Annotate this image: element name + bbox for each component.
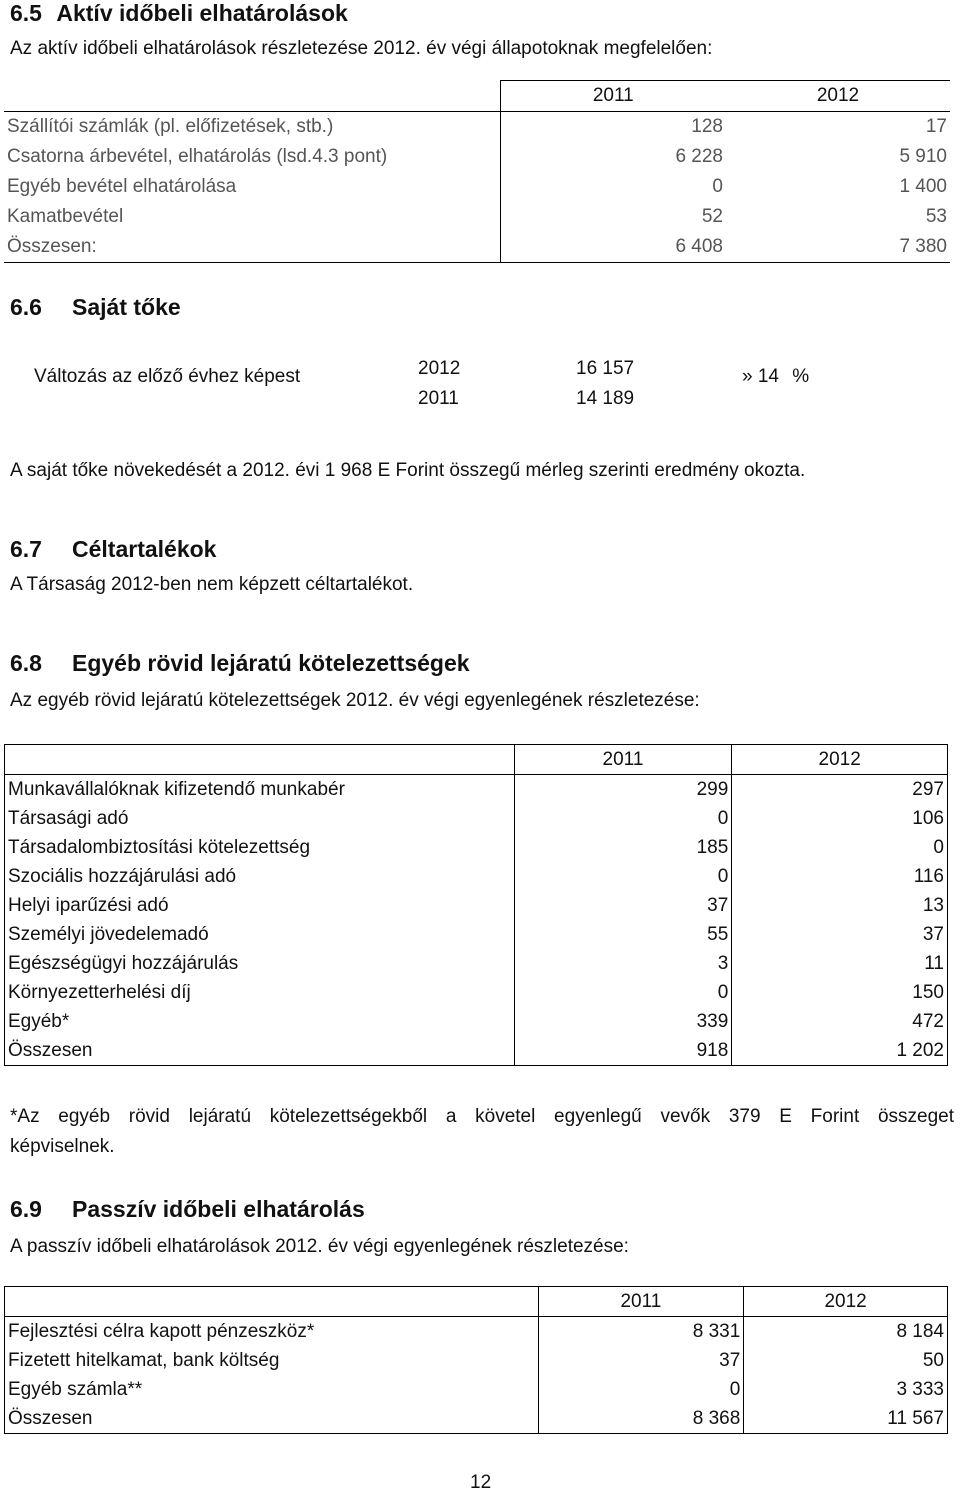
section-6-9-intro: A passzív időbeli elhatárolások 2012. év végi egyenlegének részletezése: [10, 1236, 629, 1257]
row-label: Fizetett hitelkamat, bank költség [8, 1350, 280, 1371]
value-2011: 37 [538, 1346, 744, 1375]
value-2011: 918 [514, 1036, 732, 1066]
row-label: Szociális hozzájárulási adó [8, 866, 237, 887]
footnote-line-2: képviselnek. [10, 1136, 115, 1157]
table-row [5, 920, 948, 949]
section-6-8-intro: Az egyéb rövid lejáratú kötelezettségek 2012. év végi egyenlegének részletezése: [10, 690, 700, 711]
equity-year-a: 2012 [418, 358, 461, 379]
year-header-2011: 2011 [500, 81, 726, 112]
value-2012: 1 202 [732, 1036, 948, 1066]
row-label: Egyéb számla** [8, 1379, 143, 1400]
value-2012: 50 [744, 1346, 948, 1375]
row-label: Szállítói számlák (pl. előfizetések, stb.) [4, 112, 500, 143]
equity-value-b: 14 189 [576, 388, 635, 409]
equity-value-a: 16 157 [576, 358, 635, 379]
row-label: Kamatbevétel [7, 206, 124, 227]
value-2011: 185 [514, 833, 732, 862]
section-title: Céltartalékok [72, 536, 217, 562]
section-number: 6.6 [10, 294, 42, 320]
value-2011: 0 [514, 978, 732, 1007]
equity-explanation: A saját tőke növekedését a 2012. évi 1 968 E Forint összegű mérleg szerinti eredmény okozta. [10, 460, 806, 481]
short-term-liabilities-table [4, 744, 948, 1066]
value-2012: 150 [732, 978, 948, 1007]
equity-change-percent [742, 366, 809, 388]
table-row [5, 833, 948, 862]
row-label: Munkavállalóknak kifizetendő munkabér [8, 779, 345, 800]
table-row [5, 949, 948, 978]
value-2011: 55 [514, 920, 732, 949]
value-2012: 106 [732, 804, 948, 833]
value-2012: 297 [732, 775, 948, 805]
section-number: 6.5 [10, 0, 42, 26]
row-label: Egészségügyi hozzájárulás [8, 953, 239, 974]
row-label: Helyi iparűzési adó [8, 895, 169, 916]
year-header-2011: 2011 [514, 745, 732, 775]
row-label: Környezetterhelési díj [8, 982, 191, 1003]
table-row [4, 142, 950, 172]
table-row [5, 891, 948, 920]
value-2012: 7 380 [726, 232, 950, 263]
row-label: Személyi jövedelemadó [8, 924, 209, 945]
section-title: Saját tőke [72, 294, 181, 320]
provisions-text: A Társaság 2012-ben nem képzett céltartalékot. [10, 574, 414, 595]
value-2012: 13 [732, 891, 948, 920]
value-2012: 5 910 [899, 146, 947, 167]
value-2011: 0 [514, 804, 732, 833]
row-label: Összesen [8, 1408, 93, 1429]
row-label: Egyéb bevétel elhatárolása [7, 176, 237, 197]
footnote-line-1: *Az egyéb rövid lejáratú kötelezettségekből a követel egyenlegű vevők 379 E Forint összeget [10, 1106, 954, 1127]
percent-sign: % [792, 366, 810, 387]
table-row [5, 978, 948, 1007]
value-2011: 0 [514, 862, 732, 891]
page-number: 12 [470, 1472, 492, 1493]
table-row [4, 202, 950, 232]
table-row [4, 112, 950, 143]
deferred-income-table [4, 1286, 948, 1434]
row-label: Összesen [8, 1040, 93, 1061]
value-2012: 116 [732, 862, 948, 891]
year-header-2012: 2012 [744, 1287, 948, 1317]
value-2012: 11 [732, 949, 948, 978]
section-6-9-heading [10, 1196, 365, 1223]
table-header-row [4, 81, 950, 112]
section-6-5-intro: Az aktív időbeli elhatárolások részletezése 2012. év végi állapotoknak megfelelően: [10, 38, 713, 59]
value-2011: 6 408 [500, 232, 726, 263]
table-header-row [5, 745, 948, 775]
table-total-row [5, 1036, 948, 1066]
value-2011: 6 228 [500, 142, 726, 172]
year-header-2012: 2012 [726, 81, 950, 112]
value-2011: 3 [514, 949, 732, 978]
row-label: Csatorna árbevétel, elhatárolás (lsd.4.3 pont) [7, 146, 388, 167]
accruals-table [4, 80, 950, 263]
value-2011: 128 [500, 112, 726, 143]
value-2012: 8 184 [744, 1317, 948, 1347]
table-row [5, 804, 948, 833]
row-label: Egyéb* [8, 1011, 70, 1032]
section-title: Aktív időbeli elhatárolások [56, 0, 348, 26]
equity-change-label: Változás az előző évhez képest [34, 366, 301, 387]
value-2011: 0 [538, 1375, 744, 1404]
section-number: 6.9 [10, 1196, 42, 1222]
value-2011: 8 368 [538, 1404, 744, 1434]
value-2012: 3 333 [744, 1375, 948, 1404]
value-2012: 1 400 [899, 176, 947, 197]
table-row [5, 862, 948, 891]
section-6-6-heading [10, 294, 181, 321]
year-header-2011: 2011 [538, 1287, 744, 1317]
value-2011: 52 [500, 202, 726, 232]
section-number: 6.7 [10, 536, 42, 562]
table-row [4, 172, 950, 202]
table-row [5, 1007, 948, 1036]
table-header-row [5, 1287, 948, 1317]
value-2012: 53 [925, 206, 947, 227]
section-6-5-heading [10, 0, 348, 27]
value-2012: 37 [732, 920, 948, 949]
row-label: Társasági adó [8, 808, 129, 829]
table-row [5, 1346, 948, 1375]
section-title: Egyéb rövid lejáratú kötelezettségek [72, 650, 470, 676]
value-2011: 339 [514, 1007, 732, 1036]
value-2012: 0 [732, 833, 948, 862]
table-row [5, 1317, 948, 1347]
value-2011: 299 [514, 775, 732, 805]
equity-year-b: 2011 [418, 388, 459, 409]
row-label: Fejlesztési célra kapott pénzeszköz* [8, 1321, 315, 1342]
value-2011: 8 331 [538, 1317, 744, 1347]
table-total-row [4, 232, 950, 263]
table-row [5, 775, 948, 805]
value-2012: 11 567 [744, 1404, 948, 1434]
value-2012: 472 [732, 1007, 948, 1036]
section-number: 6.8 [10, 650, 42, 676]
value-2011: 37 [514, 891, 732, 920]
row-label: Társadalombiztosítási kötelezettség [8, 837, 311, 858]
section-6-8-heading [10, 650, 470, 677]
row-label: Összesen: [4, 232, 500, 263]
value-2012: 17 [726, 112, 950, 143]
year-header-2012: 2012 [732, 745, 948, 775]
section-6-7-heading [10, 536, 216, 563]
table-total-row [5, 1404, 948, 1434]
value-2011: 0 [500, 172, 726, 202]
table-row [5, 1375, 948, 1404]
section-title: Passzív időbeli elhatárolás [72, 1196, 365, 1222]
percent-value: » 14 [742, 366, 779, 387]
